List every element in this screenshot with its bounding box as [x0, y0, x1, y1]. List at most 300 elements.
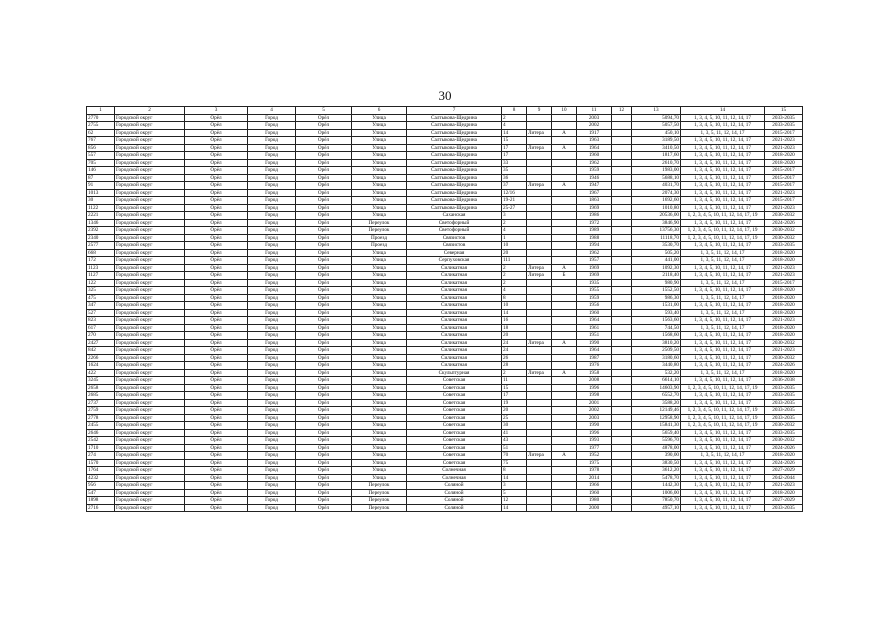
table-cell: 1978	[577, 467, 612, 475]
table-cell: Орёл	[185, 362, 248, 370]
table-cell: 668	[87, 249, 115, 257]
table-cell: Улица	[352, 429, 407, 437]
table-cell: Орёл	[185, 339, 248, 347]
table-cell: Город	[248, 257, 296, 265]
table-cell: Советская	[407, 414, 502, 422]
table-cell: 744,50	[632, 324, 681, 332]
table-row	[87, 212, 803, 220]
table-cell: 1006,00	[632, 489, 681, 497]
table-cell: Литера	[527, 339, 552, 347]
table-cell: 1994	[577, 242, 612, 250]
table-cell: Советская	[407, 429, 502, 437]
table-cell: 2610,70	[632, 159, 681, 167]
table-cell: 1980	[577, 497, 612, 505]
table-cell: 1987	[577, 354, 612, 362]
table-cell: А	[552, 452, 577, 460]
table-cell	[527, 114, 552, 122]
table-cell: 980,90	[632, 279, 681, 287]
table-cell: 1972	[577, 219, 612, 227]
column-header-3: 3	[185, 107, 248, 115]
table-cell	[527, 384, 552, 392]
table-cell: 1966	[577, 482, 612, 490]
table-cell: Орёл	[185, 474, 248, 482]
table-cell	[552, 122, 577, 130]
table-cell: 14603,90	[632, 384, 681, 392]
header-row	[87, 107, 803, 115]
table-cell: Улица	[352, 354, 407, 362]
column-header-12: 12	[612, 107, 632, 115]
table-cell: Город	[248, 504, 296, 512]
table-cell	[612, 212, 632, 220]
table-cell: 2027-2029	[765, 467, 803, 475]
table-cell: 2033-2035	[765, 414, 803, 422]
table-cell: Орёл	[185, 467, 248, 475]
table-cell	[527, 204, 552, 212]
table-cell	[527, 362, 552, 370]
table-cell: 20	[502, 407, 527, 415]
table-cell: 2392	[87, 227, 115, 235]
table-cell: Орёл	[296, 504, 352, 512]
table-cell: Город	[248, 474, 296, 482]
table-cell: 1962	[577, 159, 612, 167]
table-cell: Литера	[527, 129, 552, 137]
table-row	[87, 167, 803, 175]
table-cell: Городской округ	[115, 167, 185, 175]
table-cell: 1	[502, 234, 527, 242]
table-cell: 1958	[577, 369, 612, 377]
table-cell: Салтыкова-Щедрина	[407, 137, 502, 145]
table-cell: Орёл	[185, 302, 248, 310]
table-cell: 62	[87, 129, 115, 137]
table-cell: Орёл	[185, 152, 248, 160]
table-cell: Орёл	[185, 429, 248, 437]
table-cell: 1, 3, 5, 11, 12, 14, 17	[681, 324, 765, 332]
table-cell: Улица	[352, 144, 407, 152]
table-cell: 10	[502, 302, 527, 310]
table-cell	[612, 384, 632, 392]
table-cell	[612, 219, 632, 227]
table-cell: 1, 3, 4, 5, 10, 11, 12, 14, 17	[681, 347, 765, 355]
table-cell: Переулок	[352, 489, 407, 497]
table-body	[87, 114, 803, 512]
table-cell: Город	[248, 302, 296, 310]
table-cell	[527, 354, 552, 362]
table-cell: Орёл	[185, 332, 248, 340]
table-cell	[612, 204, 632, 212]
table-cell: Город	[248, 332, 296, 340]
table-cell: Орёл	[296, 467, 352, 475]
table-cell: 270	[87, 332, 115, 340]
table-cell: 1, 3, 4, 5, 10, 11, 12, 14, 17	[681, 287, 765, 295]
table-cell: Улица	[352, 309, 407, 317]
table-cell: Силикатная	[407, 332, 502, 340]
table-cell	[527, 122, 552, 130]
table-cell: 3440,80	[632, 362, 681, 370]
table-cell: Северная	[407, 249, 502, 257]
table-row	[87, 324, 803, 332]
table-cell: 1442,30	[632, 482, 681, 490]
table-cell: Орёл	[296, 129, 352, 137]
table-cell: Улица	[352, 137, 407, 145]
table-cell	[527, 152, 552, 160]
table-cell: Орёл	[296, 362, 352, 370]
table-cell: 2	[502, 264, 527, 272]
table-cell: Орёл	[296, 204, 352, 212]
table-cell: 1, 3, 4, 5, 10, 11, 12, 14, 17	[681, 189, 765, 197]
table-cell: 1951	[577, 332, 612, 340]
table-cell	[527, 482, 552, 490]
table-cell: А	[552, 144, 577, 152]
table-cell	[612, 122, 632, 130]
table-cell: Б	[552, 272, 577, 280]
table-cell: Силикатная	[407, 279, 502, 287]
table-cell: 2033-2035	[765, 504, 803, 512]
table-cell	[527, 287, 552, 295]
table-cell: Городской округ	[115, 242, 185, 250]
table-cell: 2542	[87, 437, 115, 445]
table-cell: Улица	[352, 279, 407, 287]
table-cell: Город	[248, 144, 296, 152]
table-cell	[527, 212, 552, 220]
table-cell	[612, 272, 632, 280]
table-cell: Литера	[527, 144, 552, 152]
table-cell: Орёл	[185, 437, 248, 445]
table-cell: 2021-2023	[765, 347, 803, 355]
table-cell: 2033-2035	[765, 242, 803, 250]
table-cell: 1863	[577, 197, 612, 205]
table-row	[87, 294, 803, 302]
table-cell	[612, 369, 632, 377]
table-cell: Улица	[352, 474, 407, 482]
table-cell	[552, 407, 577, 415]
table-cell: Город	[248, 422, 296, 430]
table-cell: Городской округ	[115, 317, 185, 325]
table-cell: 1624	[87, 362, 115, 370]
table-cell: Улица	[352, 422, 407, 430]
table-cell	[527, 414, 552, 422]
table-cell: 2014	[577, 474, 612, 482]
table-cell	[552, 497, 577, 505]
table-cell: Салтыкова-Щедрина	[407, 152, 502, 160]
table-cell: 14	[502, 474, 527, 482]
table-cell: Город	[248, 362, 296, 370]
table-cell: 3810,20	[632, 339, 681, 347]
table-cell: 2015-2017	[765, 182, 803, 190]
table-cell: 2021-2023	[765, 272, 803, 280]
table-cell: 2033-2035	[765, 114, 803, 122]
table-cell: Городской округ	[115, 467, 185, 475]
table-cell: 2003	[577, 414, 612, 422]
table-cell	[527, 504, 552, 512]
table-cell	[612, 459, 632, 467]
table-cell: Город	[248, 114, 296, 122]
table-cell: 5	[502, 489, 527, 497]
table-cell	[527, 189, 552, 197]
table-cell: Литера	[527, 272, 552, 280]
table-cell: Орёл	[185, 159, 248, 167]
table-cell	[552, 114, 577, 122]
table-cell: Салтыкова-Щедрина	[407, 129, 502, 137]
table-row	[87, 174, 803, 182]
table-cell: 2033-2035	[765, 407, 803, 415]
table-row	[87, 362, 803, 370]
table-cell: 2759	[87, 407, 115, 415]
table-cell: 2455	[87, 422, 115, 430]
table-cell	[527, 474, 552, 482]
table-cell: Город	[248, 489, 296, 497]
column-header-9: 9	[527, 107, 552, 115]
table-cell: 2074,30	[632, 189, 681, 197]
table-cell: Орёл	[185, 294, 248, 302]
table-cell	[612, 444, 632, 452]
table-cell: Улица	[352, 339, 407, 347]
table-cell	[527, 174, 552, 182]
table-cell: Улица	[352, 384, 407, 392]
table-cell: 17	[502, 392, 527, 400]
table-cell: 2030-2032	[765, 212, 803, 220]
table-cell: Городской округ	[115, 137, 185, 145]
table-cell: Орёл	[296, 497, 352, 505]
table-cell	[527, 399, 552, 407]
table-cell: Орёл	[185, 279, 248, 287]
table-cell: Переулок	[352, 504, 407, 512]
table-cell: Город	[248, 189, 296, 197]
table-cell: 2015-2017	[765, 279, 803, 287]
table-cell: Городской округ	[115, 287, 185, 295]
table-cell: 547	[87, 489, 115, 497]
column-header-6: 6	[352, 107, 407, 115]
table-cell: 2033-2035	[765, 122, 803, 130]
table-cell: 2015-2017	[765, 197, 803, 205]
table-cell: Город	[248, 294, 296, 302]
table-cell: Салтыкова-Щедрина	[407, 159, 502, 167]
table-cell: Орёл	[296, 444, 352, 452]
table-cell: 1817,60	[632, 152, 681, 160]
table-row	[87, 504, 803, 512]
table-cell: Орёл	[296, 264, 352, 272]
table-cell	[527, 489, 552, 497]
table-cell: 1960	[577, 489, 612, 497]
table-cell	[527, 197, 552, 205]
table-cell: Орёл	[296, 167, 352, 175]
table-cell: Город	[248, 377, 296, 385]
table-cell: А	[552, 264, 577, 272]
table-row	[87, 332, 803, 340]
table-cell: 4232	[87, 474, 115, 482]
table-cell: 505,20	[632, 249, 681, 257]
table-cell: Орёл	[185, 167, 248, 175]
table-cell: 1, 3, 4, 5, 10, 11, 12, 14, 17	[681, 459, 765, 467]
table-cell: 25-27	[502, 204, 527, 212]
table-cell: 26	[502, 354, 527, 362]
table-row	[87, 137, 803, 145]
table-cell	[612, 489, 632, 497]
table-cell: Улица	[352, 114, 407, 122]
table-cell: Орёл	[296, 384, 352, 392]
table-cell: 15841,30	[632, 422, 681, 430]
table-cell: Город	[248, 369, 296, 377]
table-cell: Городской округ	[115, 324, 185, 332]
table-cell: Орёл	[296, 144, 352, 152]
table-cell: 347	[87, 302, 115, 310]
table-cell: Городской округ	[115, 182, 185, 190]
table-cell	[527, 497, 552, 505]
table-cell	[612, 407, 632, 415]
table-cell: Городской округ	[115, 489, 185, 497]
table-cell: Город	[248, 182, 296, 190]
table-cell: 1969	[577, 264, 612, 272]
table-cell: 13756,30	[632, 227, 681, 235]
table-cell: Городской округ	[115, 272, 185, 280]
table-cell: 1983,00	[632, 167, 681, 175]
table-cell	[552, 174, 577, 182]
table-cell: Улица	[352, 159, 407, 167]
table-cell: Салтыкова-Щедрина	[407, 189, 502, 197]
table-cell: 2033-2035	[765, 384, 803, 392]
table-cell: 1976	[577, 362, 612, 370]
table-cell	[612, 137, 632, 145]
table-cell: 1, 3, 4, 5, 10, 11, 12, 14, 17	[681, 174, 765, 182]
table-cell: Орёл	[185, 257, 248, 265]
table-cell: 3846,90	[632, 219, 681, 227]
table-cell: 12	[502, 497, 527, 505]
table-cell	[527, 309, 552, 317]
table-cell: Орёл	[185, 129, 248, 137]
table-cell: 1, 3, 4, 5, 10, 11, 12, 14, 17	[681, 399, 765, 407]
column-header-2: 2	[115, 107, 185, 115]
table-cell: 1531,00	[632, 302, 681, 310]
table-cell: Городской округ	[115, 204, 185, 212]
table-cell: Орёл	[185, 204, 248, 212]
table-cell: 1, 2, 3, 4, 5, 10, 11, 12, 14, 17, 19	[681, 212, 765, 220]
table-cell	[552, 219, 577, 227]
table-cell: Советская	[407, 392, 502, 400]
table-cell: 1, 3, 4, 5, 10, 11, 12, 14, 17	[681, 429, 765, 437]
table-cell: Город	[248, 219, 296, 227]
table-cell: Орёл	[296, 392, 352, 400]
table-cell: Салтыкова-Щедрина	[407, 122, 502, 130]
table-cell: 1, 3, 4, 5, 10, 11, 12, 14, 17	[681, 504, 765, 512]
table-cell	[527, 242, 552, 250]
table-cell: Город	[248, 414, 296, 422]
table-cell: Светофорный	[407, 219, 502, 227]
table-cell: Переулок	[352, 497, 407, 505]
table-cell: 274	[87, 452, 115, 460]
table-cell: Орёл	[185, 324, 248, 332]
table-cell: Салтыкова-Щедрина	[407, 197, 502, 205]
table-cell: Советская	[407, 437, 502, 445]
table-cell	[552, 309, 577, 317]
table-cell: 36	[502, 174, 527, 182]
table-cell: 842	[87, 347, 115, 355]
table-cell: 1946	[577, 174, 612, 182]
table-cell	[527, 279, 552, 287]
table-row	[87, 264, 803, 272]
table-cell: Орёл	[296, 114, 352, 122]
table-row	[87, 474, 803, 482]
table-cell: Городской округ	[115, 257, 185, 265]
table-cell: Орёл	[296, 459, 352, 467]
table-cell: Улица	[352, 317, 407, 325]
table-row	[87, 129, 803, 137]
table-cell: Городской округ	[115, 302, 185, 310]
table-cell	[612, 324, 632, 332]
table-cell: 5596,70	[632, 437, 681, 445]
table-cell: 1955	[577, 287, 612, 295]
table-cell: 1013	[87, 189, 115, 197]
table-cell: Город	[248, 407, 296, 415]
table-cell: 2027-2029	[765, 497, 803, 505]
table-cell: 3	[502, 212, 527, 220]
table-cell	[552, 467, 577, 475]
table-cell: Город	[248, 324, 296, 332]
table-cell: 1, 3, 4, 5, 10, 11, 12, 14, 17	[681, 242, 765, 250]
table-cell: Орёл	[185, 197, 248, 205]
table-cell: 1764	[87, 467, 115, 475]
table-cell: 823	[87, 317, 115, 325]
table-cell	[612, 339, 632, 347]
table-cell: Городской округ	[115, 339, 185, 347]
table-cell: Орёл	[296, 294, 352, 302]
table-cell: 1, 3, 5, 11, 12, 14, 17	[681, 294, 765, 302]
table-cell: 20536,00	[632, 212, 681, 220]
table-cell	[612, 452, 632, 460]
table-cell	[552, 489, 577, 497]
table-cell: Орёл	[296, 287, 352, 295]
table-cell: 1, 3, 4, 5, 10, 11, 12, 14, 17	[681, 377, 765, 385]
table-cell: 450,10	[632, 129, 681, 137]
table-cell: Городской округ	[115, 189, 185, 197]
table-cell: Городской округ	[115, 482, 185, 490]
table-cell: 5688,10	[632, 174, 681, 182]
table-cell	[552, 137, 577, 145]
table-cell: 3245	[87, 377, 115, 385]
table-cell: Город	[248, 339, 296, 347]
table-cell: Орёл	[296, 257, 352, 265]
table-cell: 2	[502, 114, 527, 122]
table-cell: 6614,10	[632, 377, 681, 385]
table-cell: 1, 3, 4, 5, 10, 11, 12, 14, 17	[681, 122, 765, 130]
table-cell	[527, 429, 552, 437]
table-cell: 2018-2020	[765, 159, 803, 167]
table-cell: Орёл	[296, 414, 352, 422]
table-cell: 2018-2020	[765, 324, 803, 332]
table-cell: Город	[248, 497, 296, 505]
table-cell: 2118,40	[632, 272, 681, 280]
table-cell	[612, 347, 632, 355]
table-cell: Орёл	[185, 212, 248, 220]
table-cell	[612, 114, 632, 122]
table-cell: Город	[248, 129, 296, 137]
table-cell: Улица	[352, 399, 407, 407]
table-cell: 2015-2017	[765, 129, 803, 137]
table-cell: 3612,20	[632, 467, 681, 475]
table-cell: 24	[502, 347, 527, 355]
table-cell: 4	[502, 227, 527, 235]
table-cell: 2033-2035	[765, 399, 803, 407]
table-cell: Орёл	[185, 309, 248, 317]
table-cell: 1563,60	[632, 317, 681, 325]
table-cell	[612, 399, 632, 407]
table-cell	[527, 167, 552, 175]
table-cell: 30	[87, 197, 115, 205]
table-cell: Скульптурная	[407, 369, 502, 377]
register-table	[86, 106, 803, 512]
table-row	[87, 279, 803, 287]
table-cell: 1, 3, 4, 5, 10, 11, 12, 14, 17	[681, 167, 765, 175]
table-cell: Орёл	[185, 407, 248, 415]
table-cell: Городской округ	[115, 414, 185, 422]
